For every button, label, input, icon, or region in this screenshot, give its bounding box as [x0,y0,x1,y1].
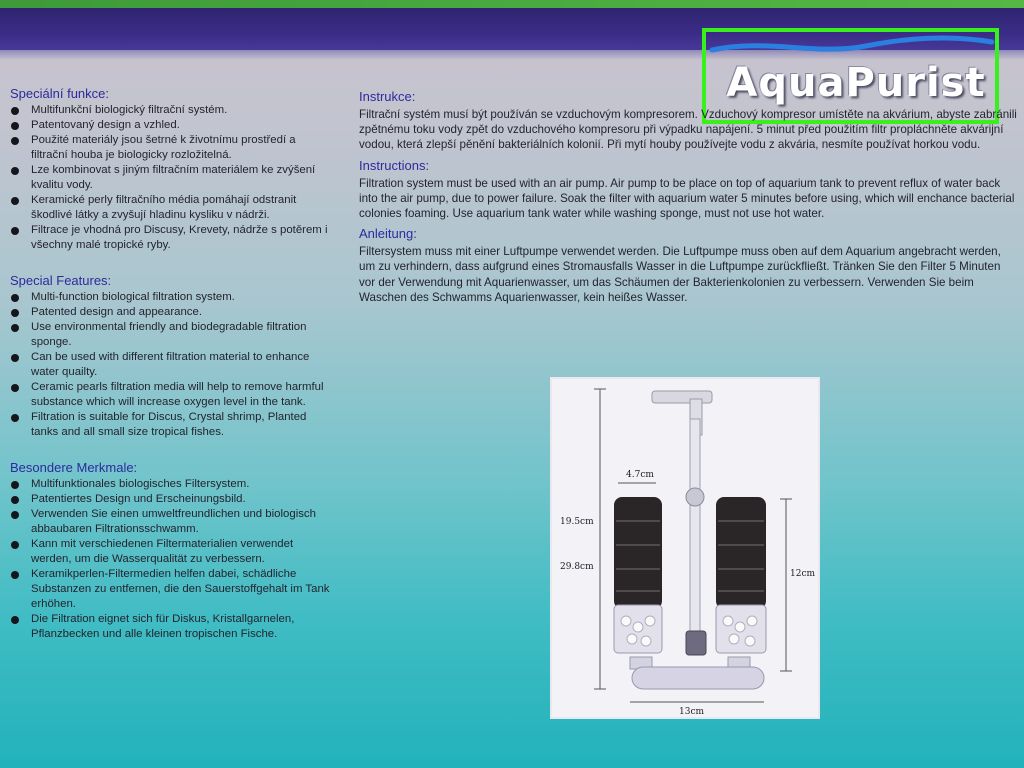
instructions-text-german: Filtersystem muss mit einer Luftpumpe verwendet werden. Die Luftpumpe muss oben auf dem Aquarium angebracht werden, um zu verhindern, dass aufgrund eines Stromausfalls Wasser in die Luftpumpe zurückfließt. Tränken Sie den Filter 5 Minuten vor der Verwendung mit Aquarienwasser, um das Schäumen der Bakterienkolonien zu verbessern. Verwenden Sie beim Waschen des Schwamms Aquarienwasser, kein heißes Wasser. [359,245,1001,304]
features-title-czech: Speciální funkce: [10,86,110,101]
feature-item: Patented design and appearance. [10,305,332,320]
instructions-text-english: Filtration system must be used with an air pump. Air pump to be place on top of aquarium tank to prevent reflux of water back into the air pump, due to power failure. Soak the filter with aquarium water 5 minutes before using, which will enchance bacterial colonies foaming. Use aquarium tank water while washing sponge, must not use hot water. [359,176,1015,221]
sponge-filter-illustration [552,379,818,717]
feature-item: Multi-function biological filtration system. [10,290,332,305]
width-label: 4.7cm [626,470,654,480]
feature-item: Filtration is suitable for Discus, Crystal shrimp, Planted tanks and all small size tropical fishes. [10,410,332,440]
feature-item: Multifunktionales biologisches Filtersystem. [10,477,332,492]
features-title-german: Besondere Merkmale: [10,460,138,475]
instructions-text-czech: Filtrační systém musí být používán se vzduchovým kompresorem. Vzduchový kompresor umístěte na akvárium, abyste zabránili zpětnému toku vody zpět do vzduchového kompresoru při výpadku napájení. 5 minut před použitím filtr propláchněte akvárijní vodou, která zlepší pěnění bakteriálních kolonií. Při mytí houby používejte vodu z akvária, nesmíte používat horkou vodu. [359,108,1017,152]
feature-item: Multifunkční biologický filtrační systém. [10,103,332,118]
feature-item: Keramické perly filtračního média pomáhají odstranit škodlivé látky a zvyšují hladinu kysliku v nádrži. [10,193,332,223]
feature-item: Verwenden Sie einen umweltfreundlichen und biologisch abbaubaren Filtrationsschwamm. [10,507,332,537]
features-column [10,86,332,642]
features-list-czech [10,103,332,253]
brand-name: AquaPurist [726,60,986,106]
feature-item: Filtrace je vhodná pro Discusy, Krevety, nádrže s potěrem i všechny malé tropické ryby. [10,223,332,253]
features-title-english: Special Features: [10,273,112,288]
height-label-bottom: 29.8cm [560,562,594,572]
feature-item: Use environmental friendly and biodegradable filtration sponge. [10,320,332,350]
feature-item: Can be used with different filtration material to enhance water quailty. [10,350,332,380]
height-label-top: 19.5cm [560,517,594,527]
feature-item: Použité materiály jsou šetrné k životnímu prostředí a filtrační houba je biologicky rozložitelná. [10,133,332,163]
instructions-title-german: Anleitung: [359,226,417,242]
feature-item: Keramikperlen-Filtermedien helfen dabei, schädliche Substanzen zu entfernen, die den Sauerstoffgehalt im Tank erhöhen. [10,567,332,612]
feature-item: Die Filtration eignet sich für Diskus, Kristallgarnelen, Pflanzbecken und alle kleinen tropischen Fische. [10,612,332,642]
feature-item: Patentovaný design a vzhled. [10,118,332,133]
instructions-title-english: Instructions: [359,157,430,173]
feature-item: Patentiertes Design und Erscheinungsbild. [10,492,332,507]
feature-item: Lze kombinovat s jiným filtračním materiálem ke zvýšení kvalitu vody. [10,163,332,193]
features-list-german [10,477,332,642]
side-label: 12cm [790,569,816,579]
feature-item: Kann mit verschiedenen Filtermaterialien verwendet werden, um die Wasserqualität zu verbessern. [10,537,332,567]
instructions-title-czech: Instrukce: [359,89,416,104]
instructions-column [359,89,1019,310]
filter-diagram [550,377,820,719]
feature-item: Ceramic pearls filtration media will help to remove harmful substance which will increase oxygen level in the tank. [10,380,332,410]
features-list-english [10,290,332,440]
wave-icon [706,32,995,62]
base-label: 13cm [679,707,705,717]
top-green-stripe [0,0,1024,8]
